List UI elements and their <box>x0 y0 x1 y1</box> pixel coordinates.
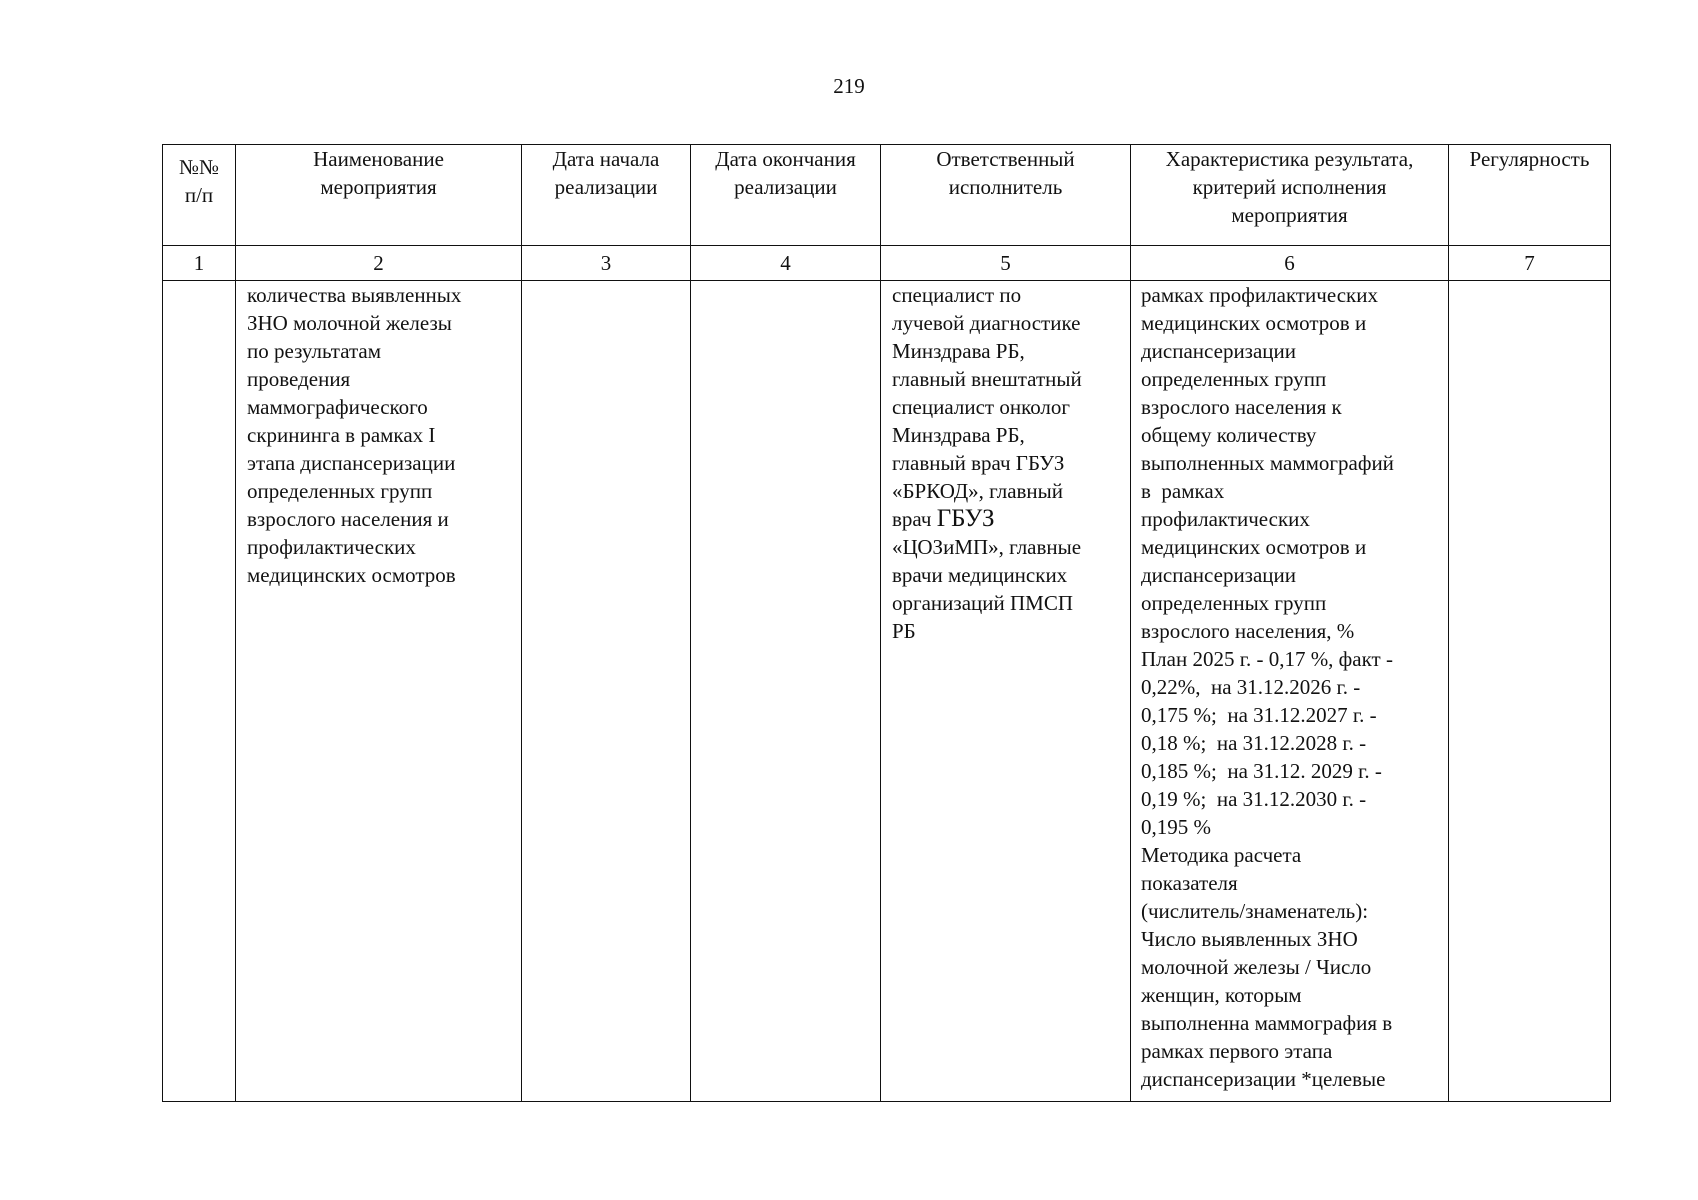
header-col-name: Наименование мероприятия <box>236 145 522 246</box>
column-number: 4 <box>691 246 881 281</box>
column-number: 6 <box>1131 246 1449 281</box>
cell-measure-name: количества выявленных ЗНО молочной железы по результатам проведения маммографического скрининга в рамках I этапа диспансеризации определенных групп взрослого населения и профилактических медицинских осмотров <box>236 281 522 1102</box>
cell-characteristic: рамках профилактических медицинских осмотров и диспансеризации определенных групп взрослого населения к общему количеству выполненных маммографий в рамках профилактических медицинских осмотров и диспансеризации определенных групп взрослого населения, % План 2025 г. - 0,17 %, факт - 0,22%, на 31.12.2026 г. - 0,175 %; на 31.12.2027 г. - 0,18 %; на 31.12.2028 г. - 0,185 %; на 31.12. 2029 г. - 0,19 %; на 31.12.2030 г. - 0,195 % Методика расчета показателя (числитель/знаменатель): Число выявленных ЗНО молочной железы / Число женщин, которым выполненна маммография в рамках первого этапа диспансеризации *целевые <box>1131 281 1449 1102</box>
header-col-number: №№ п/п <box>163 145 236 246</box>
column-number: 3 <box>522 246 691 281</box>
cell-regularity <box>1449 281 1611 1102</box>
column-number: 1 <box>163 246 236 281</box>
page-number: 219 <box>833 74 865 98</box>
column-number: 5 <box>881 246 1131 281</box>
cell-end-date <box>691 281 881 1102</box>
measures-table <box>162 144 1611 1102</box>
header-row <box>163 145 1611 246</box>
cell-start-date <box>522 281 691 1102</box>
cell-responsible: специалист по лучевой диагностике Минздрава РБ, главный внештатный специалист онколог Минздрава РБ, главный врач ГБУЗ «БРКОД», главный врач ГБУЗ «ЦОЗиМП», главные врачи медицинских организаций ПМСП РБ <box>881 281 1131 1102</box>
column-number: 7 <box>1449 246 1611 281</box>
header-col-regularity: Регулярность <box>1449 145 1611 246</box>
header-col-responsible: Ответственный исполнитель <box>881 145 1131 246</box>
header-col-end-date: Дата окончания реализации <box>691 145 881 246</box>
column-number-row <box>163 246 1611 281</box>
table-row <box>163 281 1611 1102</box>
column-number: 2 <box>236 246 522 281</box>
cell-number <box>163 281 236 1102</box>
header-col-characteristic: Характеристика результата, критерий исполнения мероприятия <box>1131 145 1449 246</box>
header-col-start-date: Дата начала реализации <box>522 145 691 246</box>
